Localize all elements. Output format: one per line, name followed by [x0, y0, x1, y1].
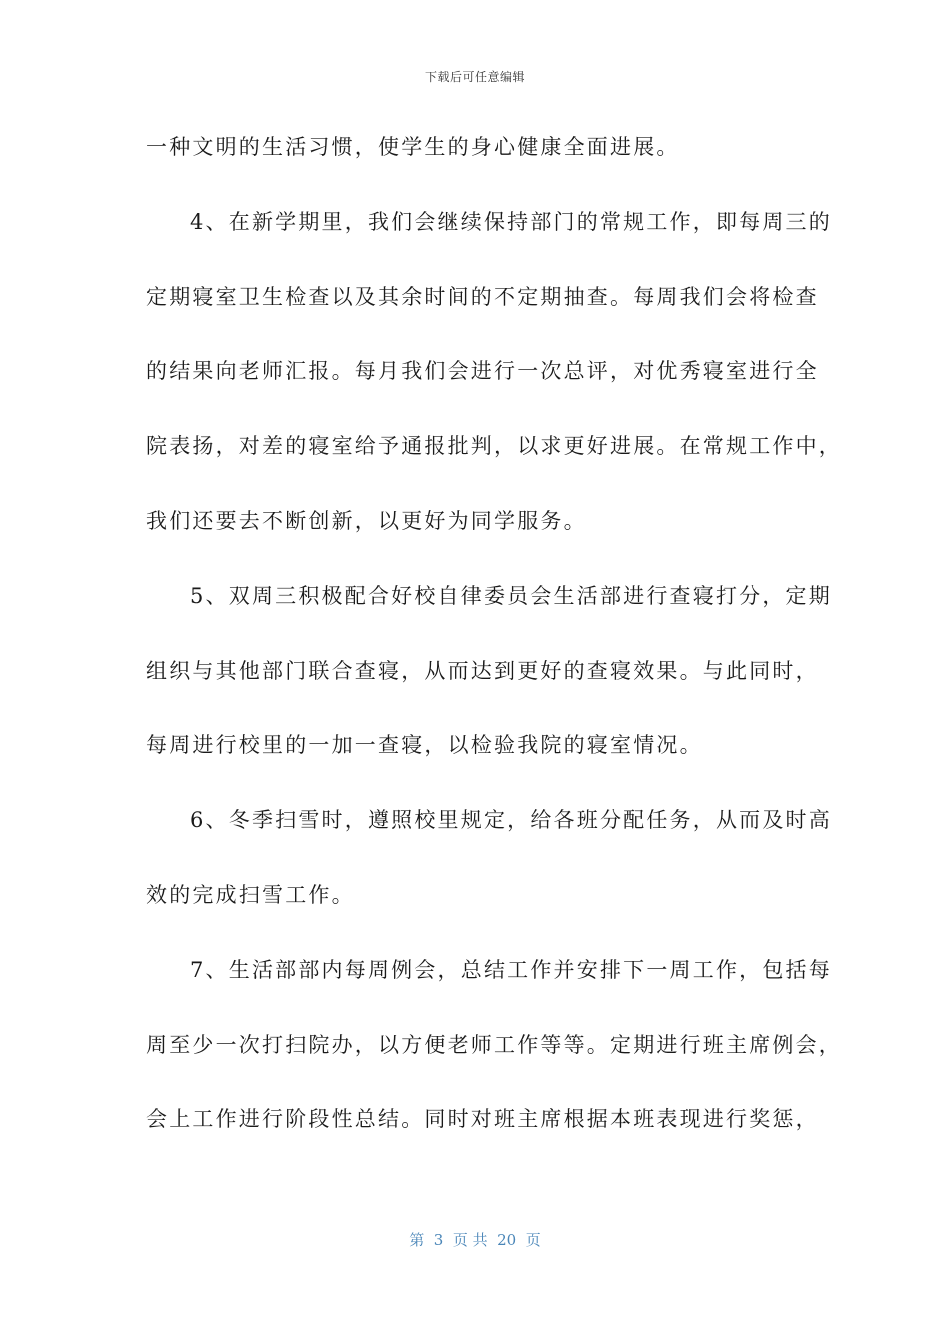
- text-line: 每周进行校里的一加一查寝，以检验我院的寝室情况。: [146, 733, 703, 758]
- header-note: 下载后可任意编辑: [424, 70, 525, 84]
- text-line: 5、双周三积极配合好校自律委员会生活部进行查寝打分，定期: [190, 583, 832, 608]
- text-line: 效的完成扫雪工作。: [146, 882, 355, 907]
- page-number: 第 3 页 共 20 页: [409, 1231, 541, 1249]
- text-line: 7、生活部部内每周例会，总结工作并安排下一周工作，包括每: [190, 957, 832, 982]
- text-line: 定期寝室卫生检查以及其余时间的不定期抽查。每周我们会将检查: [146, 284, 819, 309]
- text-line: 组织与其他部门联合查寝，从而达到更好的查寝效果。与此同时，: [146, 658, 819, 683]
- text-line: 院表扬，对差的寝室给予通报批判，以求更好进展。在常规工作中，: [146, 434, 842, 459]
- text-line: 4、在新学期里，我们会继续保持部门的常规工作，即每周三的: [190, 209, 832, 234]
- text-line: 会上工作进行阶段性总结。同时对班主席根据本班表现进行奖惩，: [146, 1107, 819, 1132]
- text-line: 6、冬季扫雪时，遵照校里规定，给各班分配任务，从而及时高: [190, 808, 832, 833]
- text-line: 周至少一次打扫院办，以方便老师工作等等。定期进行班主席例会，: [146, 1032, 842, 1057]
- document-body: [146, 122, 842, 1169]
- text-line: 我们还要去不断创新，以更好为同学服务。: [146, 508, 587, 533]
- text-line: 的结果向老师汇报。每月我们会进行一次总评，对优秀寝室进行全: [146, 359, 819, 384]
- text-line: 一种文明的生活习惯，使学生的身心健康全面进展。: [146, 135, 680, 159]
